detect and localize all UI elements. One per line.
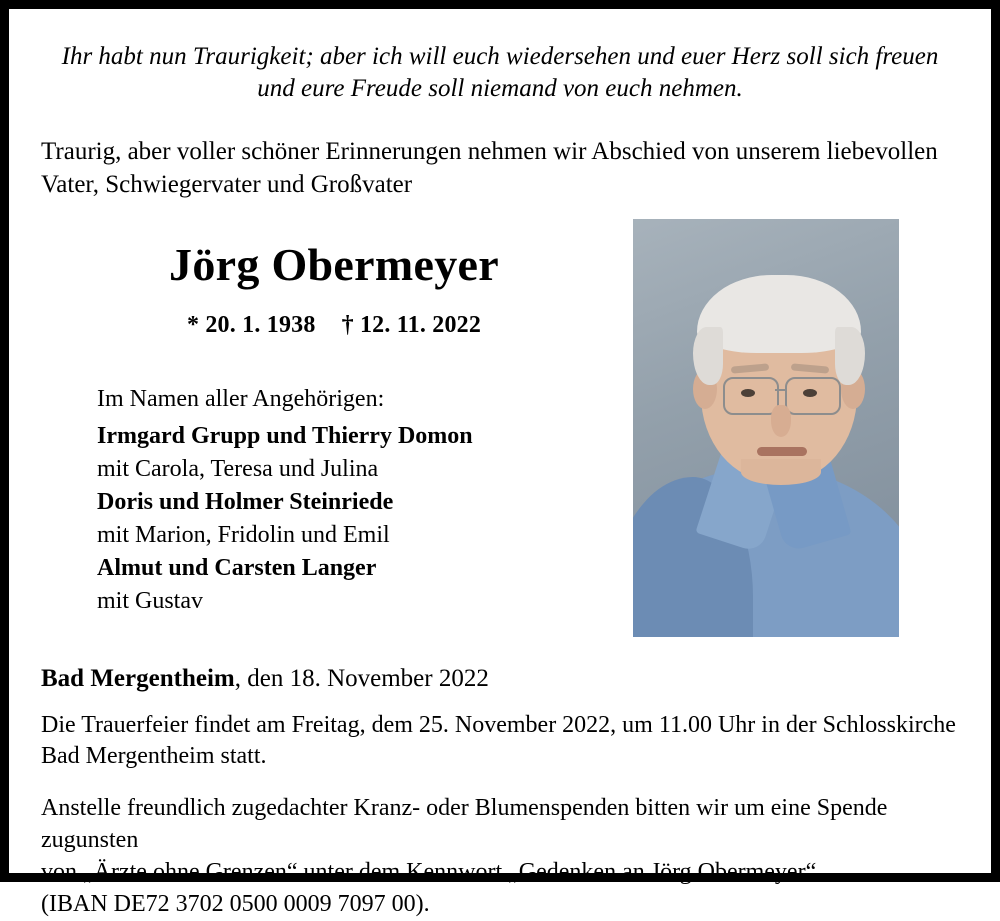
- list-item: mit Carola, Teresa und Julina: [97, 456, 379, 483]
- eye-right: [803, 389, 817, 397]
- verse-line-1: Ihr habt nun Traurigkeit; aber ich will euch wiedersehen und euer Herz soll sich freuen: [61, 43, 939, 70]
- ceremony-line-2: Bad Mergentheim statt.: [41, 743, 267, 770]
- mouth-shape: [757, 447, 807, 456]
- notice-date: , den 18. November 2022: [234, 664, 489, 692]
- main-body: [39, 216, 961, 637]
- intro-line-1: Traurig, aber voller schöner Erinnerungen nehmen wir Abschied von unserem liebevollen: [41, 138, 938, 165]
- chin-shape: [741, 459, 821, 485]
- hair-side-left: [693, 327, 723, 385]
- city-name: Bad Mergentheim: [41, 664, 235, 692]
- list-item: mit Marion, Fridolin und Emil: [97, 522, 390, 548]
- ceremony-line-1: Die Trauerfeier findet am Freitag, dem 25. November 2022, um 11.00 Uhr in der Schlosskirche: [41, 711, 956, 738]
- ceremony-info: [41, 710, 961, 774]
- portrait-photo: [633, 219, 899, 637]
- life-dates: [39, 312, 629, 339]
- nose-shape: [771, 405, 791, 437]
- photo-column: [629, 216, 961, 637]
- donation-line-3: (IBAN DE72 3702 0500 0009 7097 00).: [41, 891, 430, 918]
- intro-text: [41, 135, 961, 202]
- donation-line-2: von „Ärzte ohne Grenzen“ unter dem Kennwort „Gedenken an Jörg Obermeyer“: [41, 859, 817, 886]
- family-heading: Im Namen aller Angehörigen:: [97, 385, 385, 412]
- list-item: mit Gustav: [97, 587, 203, 614]
- donation-line-1: Anstelle freundlich zugedachter Kranz- oder Blumenspenden bitten wir um eine Spende zugunsten: [41, 795, 888, 854]
- birth-date: * 20. 1. 1938: [186, 311, 316, 338]
- text-column: [39, 216, 629, 618]
- verse-line-2: und eure Freude soll niemand von euch nehmen.: [257, 75, 743, 102]
- list-item: Irmgard Grupp und Thierry Domon: [97, 423, 473, 450]
- obituary-content: [9, 9, 991, 918]
- memorial-verse: [43, 41, 957, 105]
- donation-info: [41, 793, 961, 921]
- deceased-name: Jörg Obermeyer: [169, 238, 499, 290]
- list-item: Almut und Carsten Langer: [97, 554, 377, 581]
- death-date: † 12. 11. 2022: [341, 311, 482, 338]
- list-item: Doris und Holmer Steinriede: [97, 489, 394, 516]
- intro-line-2: Vater, Schwiegervater und Großvater: [41, 171, 413, 199]
- place-and-date: [41, 665, 961, 693]
- eye-left: [741, 389, 755, 397]
- family-list: [39, 383, 629, 618]
- glasses-bridge: [775, 389, 787, 391]
